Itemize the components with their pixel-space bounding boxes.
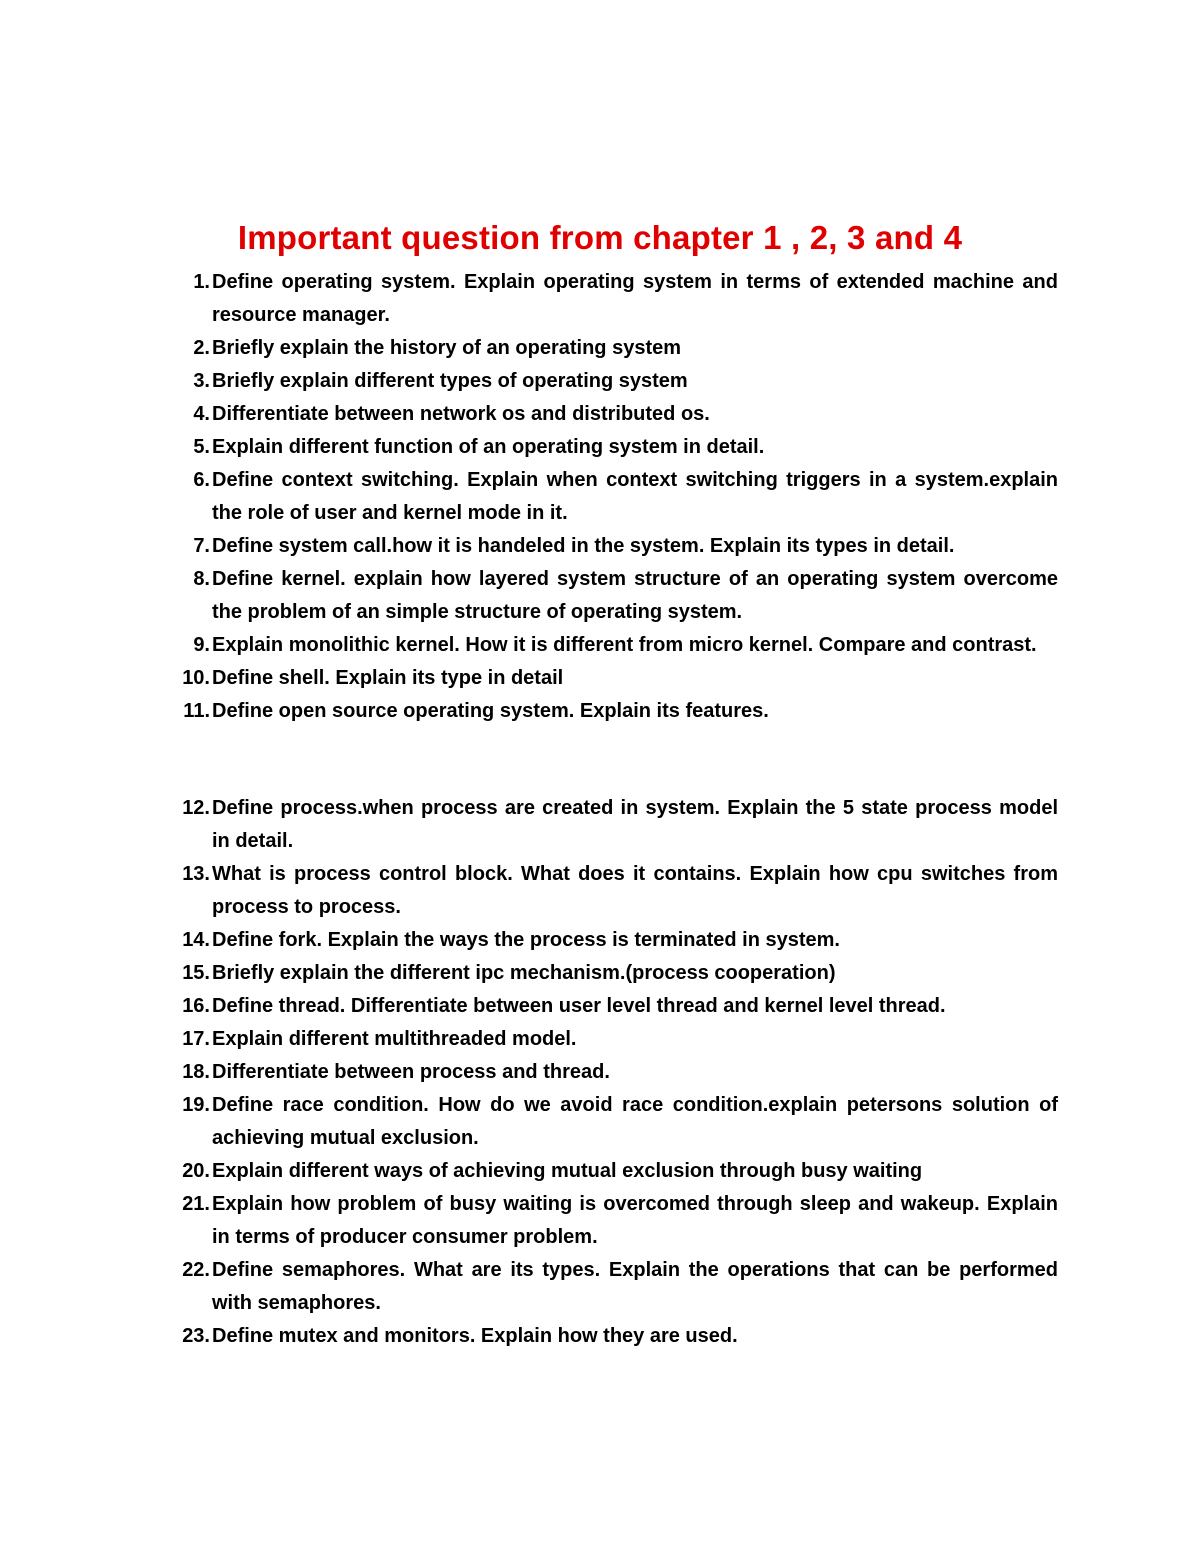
question-number: 11. [183,700,210,722]
question-item [160,398,1058,431]
question-text: Define fork. Explain the ways the process is terminated in system. [212,929,840,951]
question-text: Define system call.how it is handeled in the system. Explain its types in detail. [212,535,955,557]
question-item [160,990,1058,1023]
question-text: Explain different multithreaded model. [212,1028,577,1050]
question-number: 3. [193,370,210,392]
question-text: Define process.when process are created in system. Explain the 5 state process model in detail. [212,797,1058,852]
question-item [160,662,1058,695]
question-text: Define thread. Differentiate between user level thread and kernel level thread. [212,995,946,1017]
question-text: What is process control block. What does it contains. Explain how cpu switches from process to process. [212,863,1058,918]
question-item [160,332,1058,365]
question-text: Explain monolithic kernel. How it is different from micro kernel. Compare and contrast. [212,634,1037,656]
question-item [160,792,1058,858]
question-text: Define mutex and monitors. Explain how they are used. [212,1325,738,1347]
question-text: Explain how problem of busy waiting is overcomed through sleep and wakeup. Explain in terms of producer consumer problem. [212,1193,1058,1248]
question-item [160,563,1058,629]
question-item [160,431,1058,464]
question-item [160,858,1058,924]
question-item [160,1188,1058,1254]
question-number: 13. [182,863,210,885]
question-list [160,266,1058,1353]
question-number: 18. [182,1061,210,1083]
question-number: 17. [182,1028,210,1050]
question-text: Briefly explain different types of operating system [212,370,688,392]
question-item [160,1320,1058,1353]
question-text: Define race condition. How do we avoid race condition.explain petersons solution of achieving mutual exclusion. [212,1094,1058,1149]
question-item [160,1155,1058,1188]
question-number: 8. [193,568,210,590]
question-text: Define operating system. Explain operating system in terms of extended machine and resource manager. [212,271,1058,326]
question-text: Define kernel. explain how layered system structure of an operating system overcome the problem of an simple structure of operating system. [212,568,1058,623]
question-item [160,1056,1058,1089]
question-text: Briefly explain the history of an operating system [212,337,682,359]
question-number: 23. [182,1325,210,1347]
question-text: Define open source operating system. Explain its features. [212,700,769,722]
question-number: 9. [193,634,210,656]
question-number: 15. [182,962,210,984]
question-number: 19. [182,1094,210,1116]
question-text: Briefly explain the different ipc mechanism.(process cooperation) [212,962,836,984]
question-number: 4. [193,403,210,425]
question-text: Define context switching. Explain when context switching triggers in a system.explain the role of user and kernel mode in it. [212,469,1058,524]
question-number: 21. [182,1193,210,1215]
question-number: 1. [193,271,210,293]
question-item [160,530,1058,563]
question-text: Differentiate between network os and distributed os. [212,403,710,425]
question-text: Differentiate between process and thread. [212,1061,610,1083]
question-text: Define shell. Explain its type in detail [212,667,564,689]
question-number: 7. [193,535,210,557]
question-item [160,266,1058,332]
question-number: 10. [182,667,210,689]
question-number: 16. [182,995,210,1017]
section-spacer [160,728,1058,792]
question-item [160,464,1058,530]
page-title: Important question from chapter 1 , 2, 3 and 4 [237,219,963,256]
question-item [160,957,1058,990]
question-number: 2. [193,337,210,359]
question-text: Explain different function of an operating system in detail. [212,436,765,458]
question-item [160,629,1058,662]
question-item [160,924,1058,957]
question-number: 6. [193,469,210,491]
question-item [160,1254,1058,1320]
question-item [160,365,1058,398]
question-item [160,695,1058,728]
question-number: 20. [182,1160,210,1182]
question-number: 12. [182,797,210,819]
question-item [160,1089,1058,1155]
question-text: Define semaphores. What are its types. Explain the operations that can be performed with semaphores. [212,1259,1058,1314]
question-number: 14. [182,929,210,951]
question-number: 22. [182,1259,210,1281]
question-number: 5. [193,436,210,458]
question-text: Explain different ways of achieving mutual exclusion through busy waiting [212,1160,923,1182]
question-item [160,1023,1058,1056]
